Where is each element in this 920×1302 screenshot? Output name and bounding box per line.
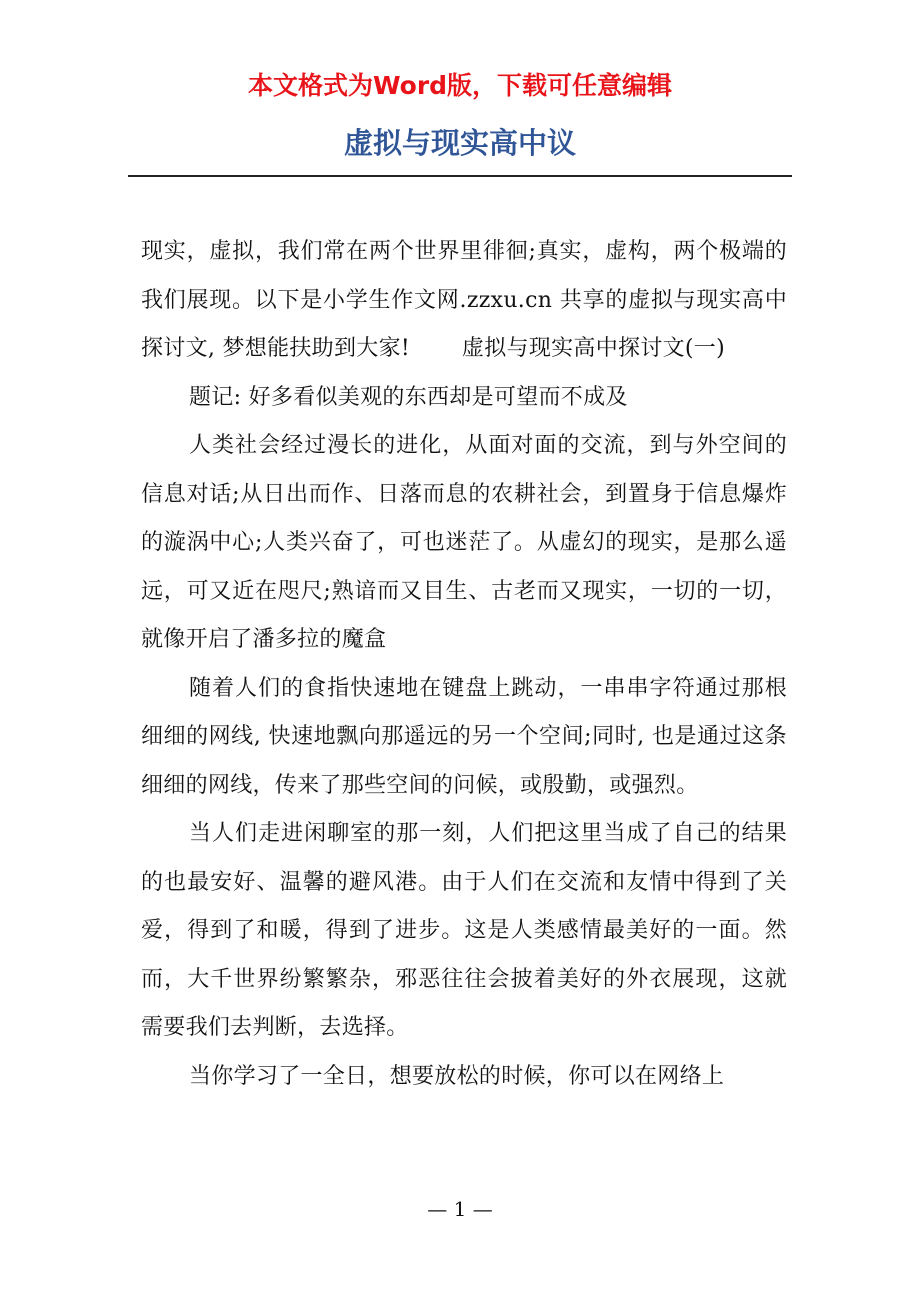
paragraph: 当你学习了一全日，想要放松的时候，你可以在网络上 (189, 1063, 725, 1089)
title-divider (128, 175, 792, 177)
document-title: 虚拟与现实高中议 (343, 126, 576, 160)
paragraph-intro: 现实，虚拟，我们常在两个世界里徘徊;真实，虚构，两个极端的我们展现。以下是小学生作文网.zzxu.cn 共享的虚拟与现实高中探讨文, 梦想能扶助到大家! 虚拟与现实高中探讨文(一) (141, 239, 787, 361)
page-number: — 1 — (427, 1197, 493, 1221)
paragraph: 人类社会经过漫长的进化，从面对面的交流，到与外空间的信息对话;从日出而作、日落而息的农耕社会，到置身于信息爆炸的漩涡中心;人类兴奋了，可也迷茫了。从虚幻的现实，是那么遥远，可又近在咫尺;熟谙而又目生、古老而又现实，一切的一切，就像开启了潘多拉的魔盒 (141, 433, 787, 652)
paragraph: 当人们走进闲聊室的那一刻，人们把这里当成了自己的结果的也最安好、温馨的避风港。由于人们在交流和友情中得到了关爱，得到了和暖，得到了进步。这是人类感情最美好的一面。然而，大千世界纷繁繁杂，邪恶往往会披着美好的外衣展现，这就需要我们去判断，去选择。 (141, 821, 787, 1040)
paragraph: 随着人们的食指快速地在键盘上跳动，一串串字符通过那根细细的网线, 快速地飘向那遥远的另一个空间;同时, 也是通过这条细细的网线，传来了那些空间的问候，或殷勤，或强烈。 (141, 675, 787, 798)
format-notice-banner: 本文格式为Word版，下载可任意编辑 (247, 71, 673, 100)
paragraph-epigraph: 题记: 好多看似美观的东西却是可望而不成及 (189, 384, 628, 410)
document-body (141, 228, 787, 1101)
